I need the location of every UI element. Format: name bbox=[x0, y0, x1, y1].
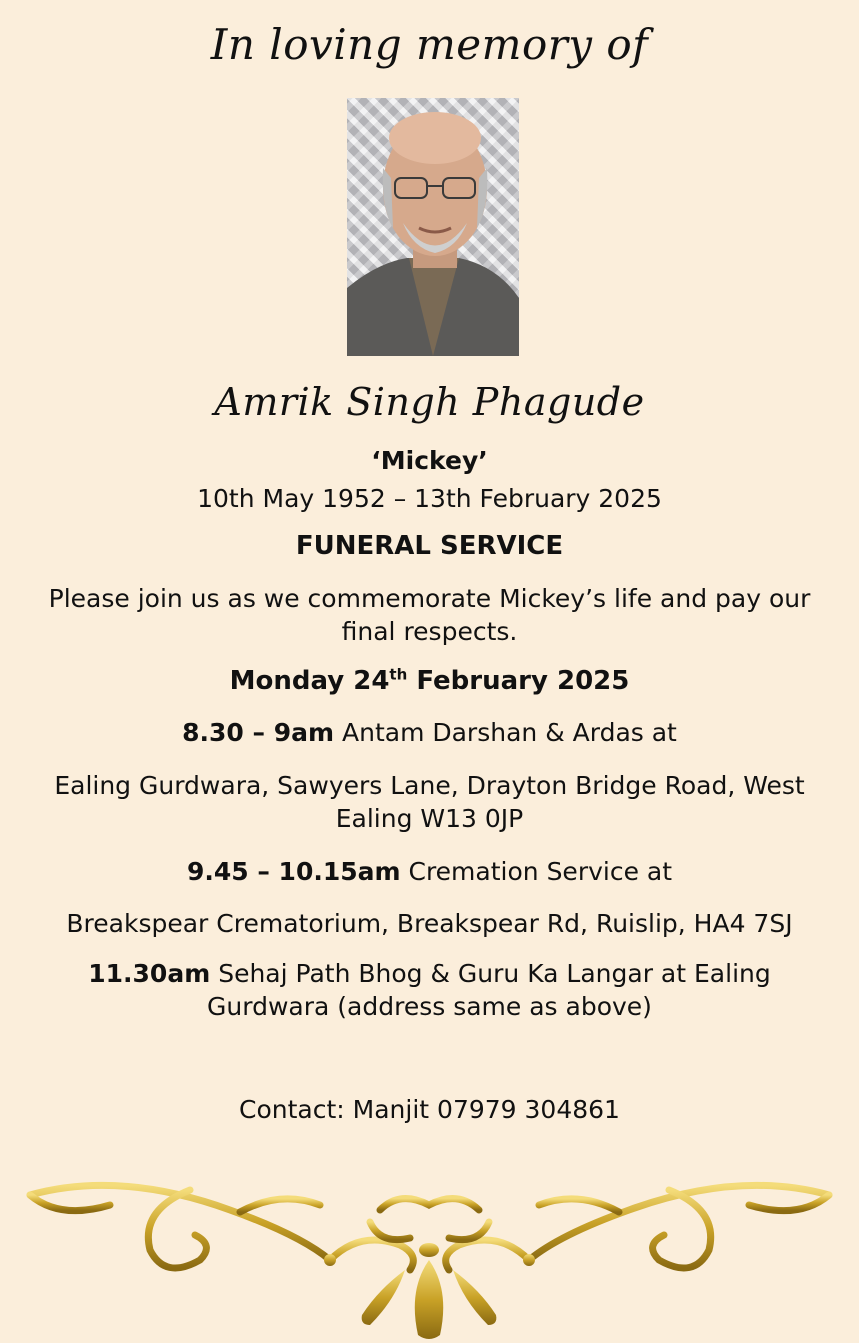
service-title: FUNERAL SERVICE bbox=[295, 531, 564, 561]
contact-info: Contact: Manjit 07979 304861 bbox=[239, 1095, 620, 1124]
schedule-address: Breakspear Crematorium, Breakspear Rd, Ruislip, HA4 7SJ bbox=[66, 909, 793, 938]
service-date-weekday: Monday 24 bbox=[229, 666, 390, 696]
gold-scroll-ornament bbox=[0, 1150, 859, 1343]
invitation-text: Please join us as we commemorate Mickey’s life and pay our final respects. bbox=[48, 584, 811, 646]
nickname: ‘Mickey’ bbox=[371, 446, 488, 475]
deceased-name: Amrik Singh Phagude bbox=[214, 380, 645, 424]
memorial-heading: In loving memory of bbox=[210, 20, 649, 69]
service-date-ordinal: th bbox=[389, 665, 408, 684]
schedule-time: 8.30 – 9am bbox=[182, 718, 335, 747]
portrait-photo bbox=[347, 98, 519, 356]
life-dates: 10th May 1952 – 13th February 2025 bbox=[197, 484, 662, 513]
schedule-address: Ealing Gurdwara, Sawyers Lane, Drayton Bridge Road, West Ealing W13 0JP bbox=[54, 771, 805, 833]
schedule-item bbox=[0, 716, 859, 749]
schedule-event: Sehaj Path Bhog & Guru Ka Langar at Ealing Gurdwara (address same as above) bbox=[207, 959, 771, 1021]
schedule-event: Cremation Service at bbox=[400, 857, 673, 886]
schedule-item bbox=[0, 855, 859, 888]
service-date bbox=[0, 665, 859, 698]
schedule-event: Antam Darshan & Ardas at bbox=[334, 718, 677, 747]
schedule-time: 9.45 – 10.15am bbox=[186, 857, 401, 886]
service-date-rest: February 2025 bbox=[407, 666, 630, 696]
schedule-item bbox=[60, 957, 799, 1023]
schedule-time: 11.30am bbox=[88, 959, 211, 988]
